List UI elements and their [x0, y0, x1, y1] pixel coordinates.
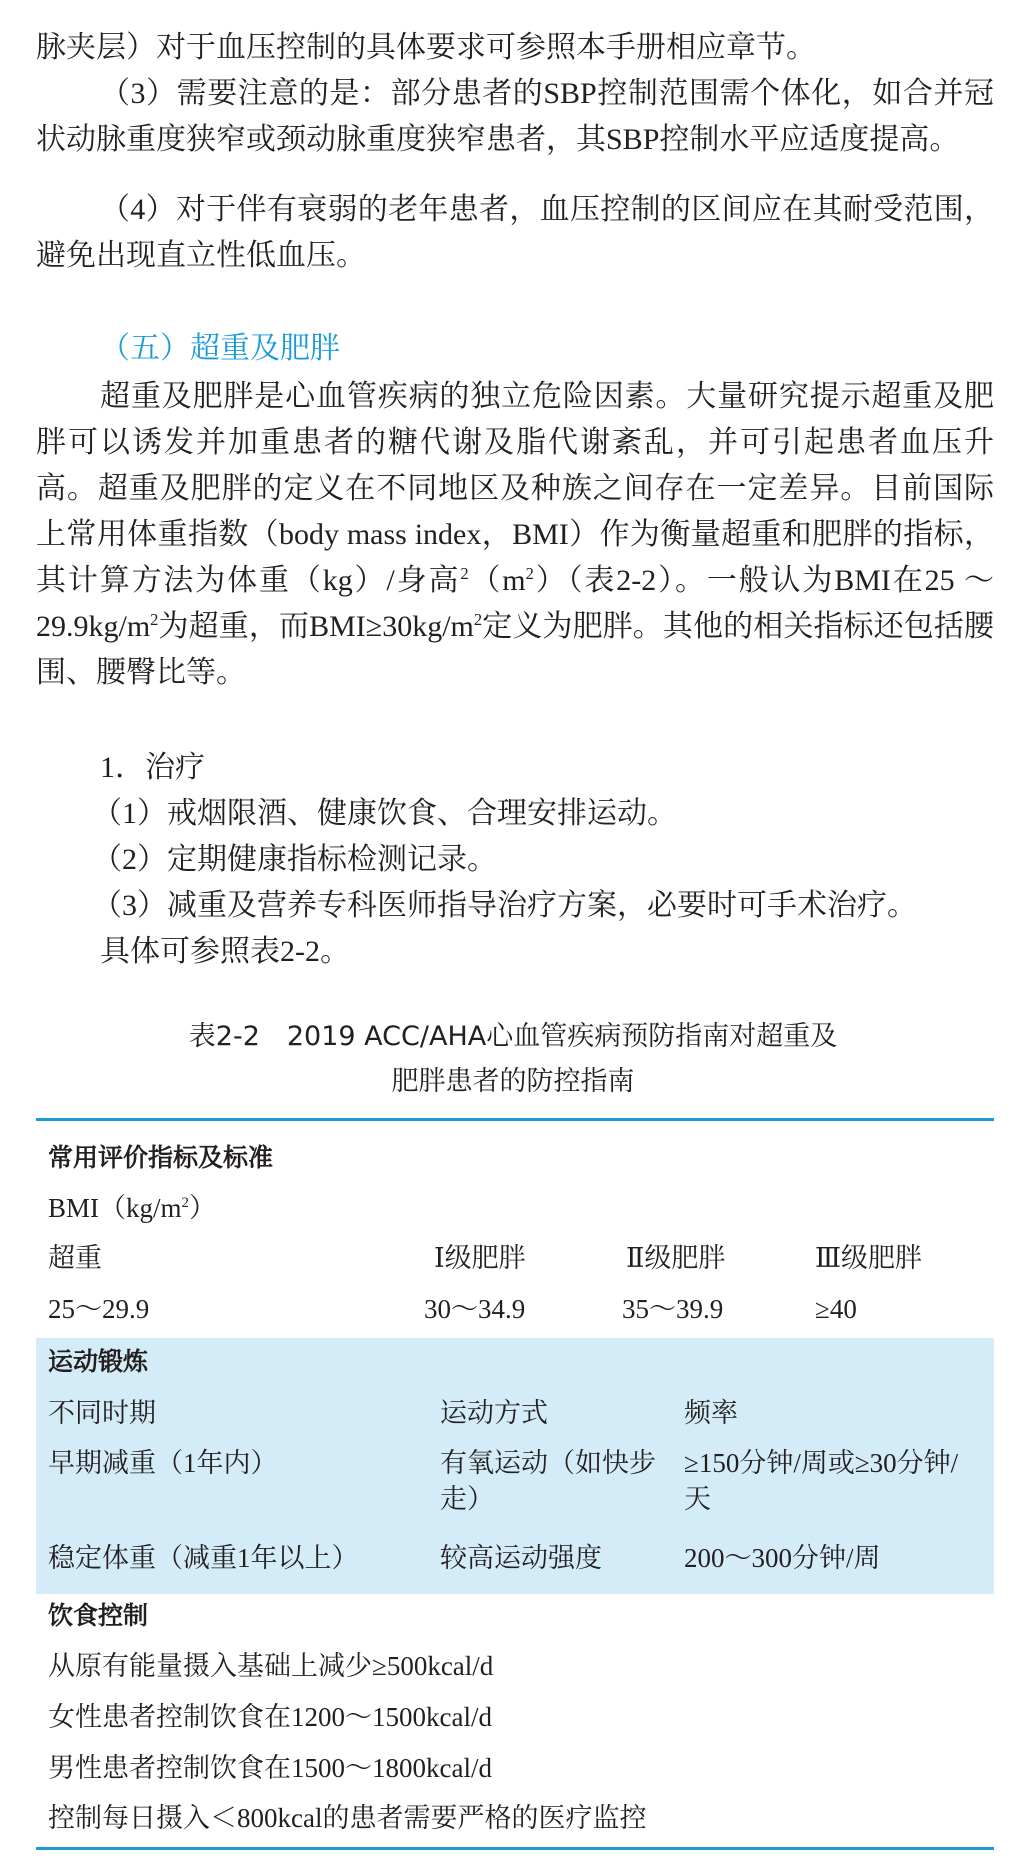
diet-item: 女性患者控制饮食在1200～1500kcal/d — [48, 1702, 492, 1732]
superscript: 2 — [150, 610, 159, 629]
bmi-label: BMI（kg/m — [48, 1193, 182, 1223]
diet-item: 控制每日摄入＜800kcal的患者需要严格的医疗监控 — [48, 1803, 647, 1833]
bmi-unit-label — [48, 1190, 216, 1226]
table-section-title: 饮食控制 — [48, 1601, 149, 1630]
bmi-label-close: ） — [188, 1193, 216, 1223]
exercise-frequency: ≥150分钟/周或≥30分钟/天 — [684, 1448, 959, 1514]
superscript: 2 — [460, 564, 469, 583]
table-top-rule — [36, 1118, 994, 1121]
paragraph-4-part-e: 定义为肥胖。其他的相关指标还包括腰围、腰臀比等。 — [36, 610, 994, 689]
paragraph-3: （4）对于伴有衰弱的老年患者，血压控制的区间应在其耐受范围，避免出现直立性低血压。 — [36, 193, 994, 272]
superscript: 2 — [473, 610, 483, 629]
treatment-note: 具体可参照表2-2。 — [100, 935, 350, 968]
exercise-header: 运动方式 — [440, 1398, 548, 1428]
paragraph-4-part-a: 超重及肥胖是心血管疾病的独立危险因素。大量研究提示超重及肥胖可以诱发并加重患者的糖代谢及脂代谢紊乱，并可引起患者血压升高。超重及肥胖的定义在不同地区及种族之间存在一定差异。目前国际上常用体重指数（body mass index，BMI）作为衡量超重和肥胖的指标，其计算方法为体重（kg）/身高 — [36, 380, 994, 597]
exercise-frequency: 200～300分钟/周 — [684, 1543, 881, 1573]
exercise-period: 早期减重（1年内） — [48, 1448, 278, 1478]
paragraph-2: （3）需要注意的是：部分患者的SBP控制范围需个体化，如合并冠状动脉重度狭窄或颈动脉重度狭窄患者，其SBP控制水平应适度提高。 — [36, 77, 994, 156]
paragraph-4-part-b: （m — [468, 564, 526, 597]
bmi-value: 25～29.9 — [48, 1294, 150, 1324]
exercise-header: 频率 — [684, 1398, 738, 1428]
superscript: 2 — [181, 1195, 189, 1211]
table-caption-line-1: 表2-2 2019 ACC/AHA心血管疾病预防指南对超重及 — [188, 1021, 838, 1052]
section-heading: （五）超重及肥胖 — [100, 331, 340, 366]
bmi-value: ≥40 — [815, 1294, 857, 1324]
paragraph-4-part-d: 为超重，而BMI≥30kg/m — [158, 610, 474, 643]
paragraph-4 — [36, 374, 994, 696]
bmi-value: 30～34.9 — [424, 1294, 526, 1324]
diet-item: 从原有能量摄入基础上减少≥500kcal/d — [48, 1651, 494, 1681]
table-bottom-rule — [36, 1847, 994, 1850]
table-section-title: 常用评价指标及标准 — [48, 1143, 274, 1172]
exercise-mode: 较高运动强度 — [440, 1543, 602, 1573]
paragraph-4-part-c: ）（表2-2）。一般认为BMI在25 ～ 29.9kg/m — [36, 564, 994, 643]
bmi-header: Ⅱ级肥胖 — [626, 1243, 726, 1273]
exercise-header: 不同时期 — [48, 1398, 156, 1428]
exercise-mode: 有氧运动（如快步走） — [440, 1448, 656, 1514]
bmi-value: 35～39.9 — [622, 1294, 724, 1324]
treatment-title: 1．治疗 — [100, 751, 205, 784]
table-caption-line-2: 肥胖患者的防控指南 — [391, 1066, 635, 1097]
treatment-item: （1）戒烟限酒、健康饮食、合理安排运动。 — [92, 797, 677, 830]
paragraph-1: 脉夹层）对于血压控制的具体要求可参照本手册相应章节。 — [36, 31, 816, 64]
treatment-item: （3）减重及营养专科医师指导治疗方案，必要时可手术治疗。 — [92, 889, 917, 922]
bmi-header: 超重 — [48, 1243, 102, 1273]
treatment-item: （2）定期健康指标检测记录。 — [92, 843, 497, 876]
superscript: 2 — [525, 564, 534, 583]
table-section-title: 运动锻炼 — [48, 1347, 149, 1376]
bmi-header: Ⅰ级肥胖 — [434, 1243, 526, 1273]
exercise-period: 稳定体重（减重1年以上） — [48, 1543, 359, 1573]
diet-item: 男性患者控制饮食在1500～1800kcal/d — [48, 1753, 492, 1783]
bmi-header: Ⅲ级肥胖 — [815, 1243, 923, 1273]
